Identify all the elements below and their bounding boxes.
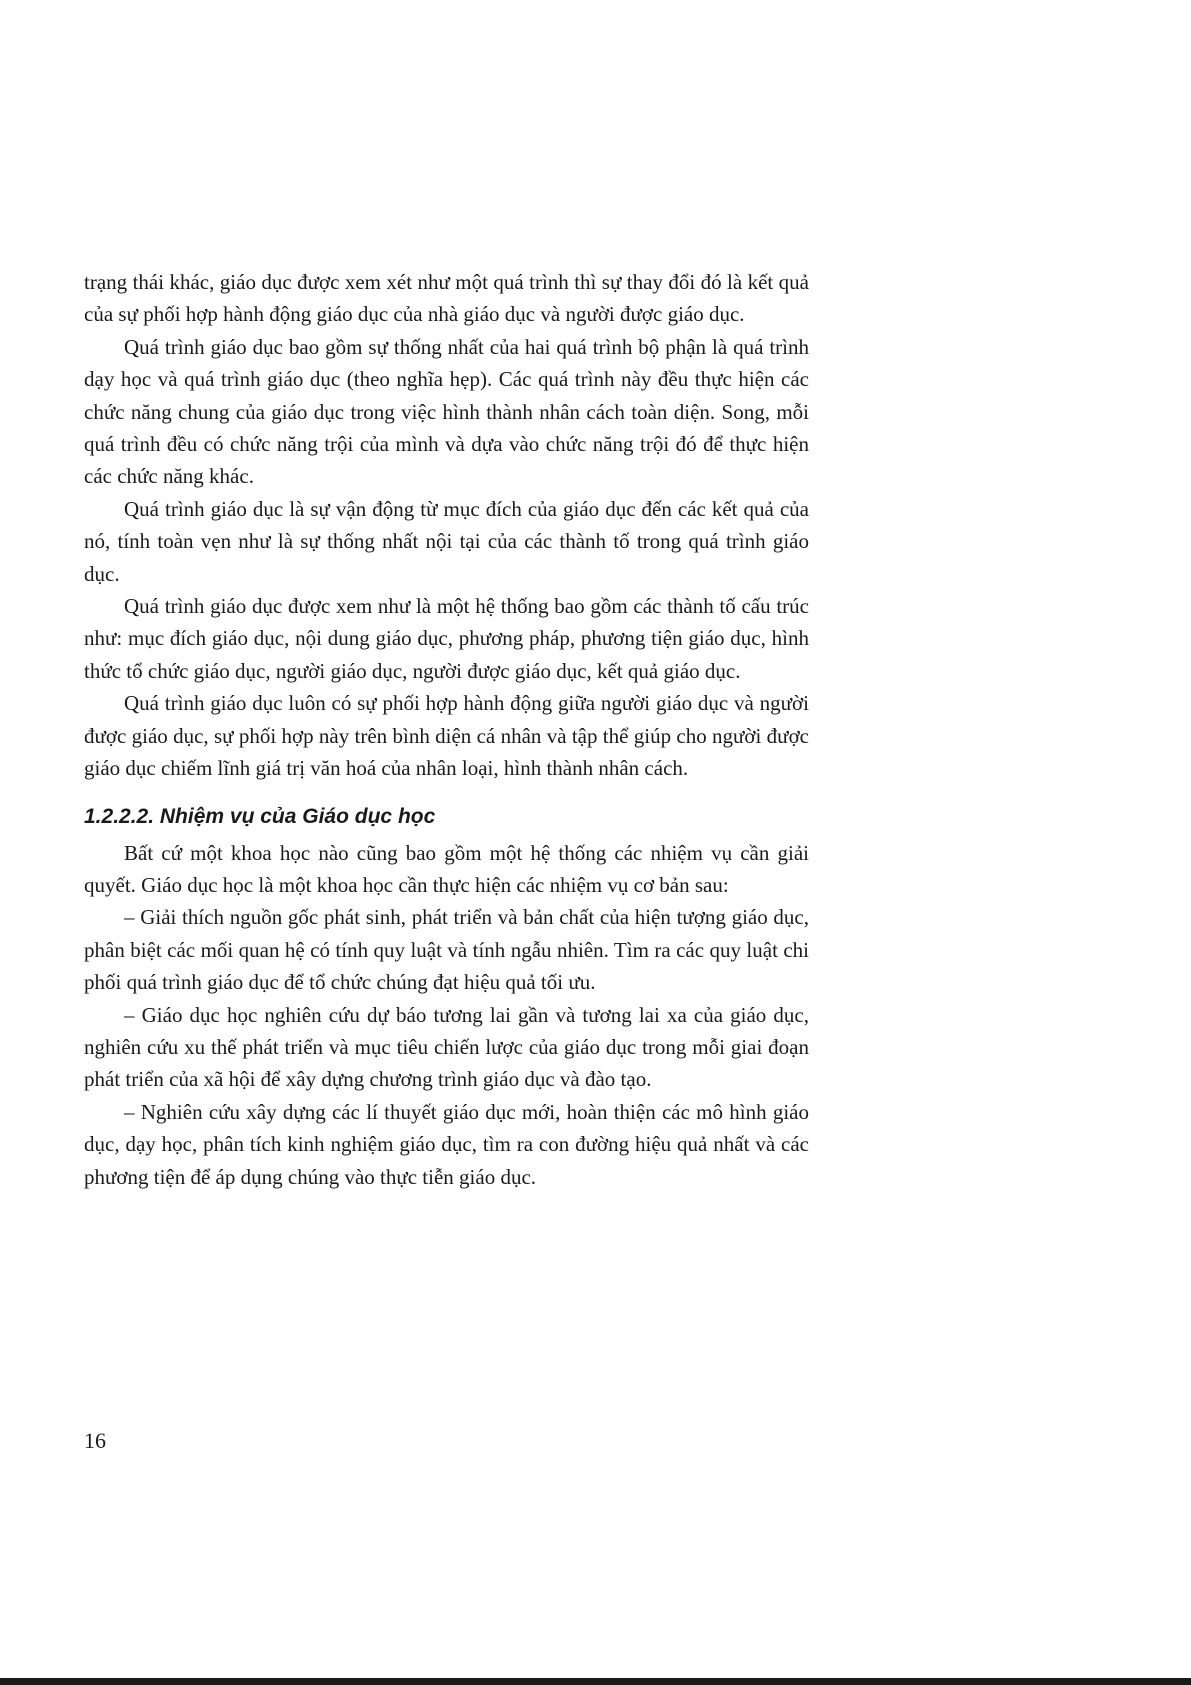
list-item-task-forecast: – Giáo dục học nghiên cứu dự báo tương lai gần và tương lai xa của giáo dục, nghiên cứu xu thế phát triển và mục tiêu chiến lược của giáo dục trong mỗi giai đoạn phát triển của xã hội để xây dựng chương trình giáo dục và đào tạo. [84,1002,809,1092]
page-body [84,266,809,1193]
page-number: 16 [84,1428,106,1453]
paragraph-continuation: trạng thái khác, giáo dục được xem xét như một quá trình thì sự thay đổi đó là kết quả của sự phối hợp hành động giáo dục của nhà giáo dục và người được giáo dục. [84,270,809,327]
section-heading: 1.2.2.2. Nhiệm vụ của Giáo dục học [84,804,436,828]
list-item-task-build-theory: – Nghiên cứu xây dựng các lí thuyết giáo dục mới, hoàn thiện các mô hình giáo dục, dạy học, phân tích kinh nghiệm giáo dục, tìm ra con đường hiệu quả nhất và các phương tiện để áp dụng chúng vào thực tiễn giáo dục. [84,1099,809,1189]
paragraph-education-process-system: Quá trình giáo dục được xem như là một hệ thống bao gồm các thành tố cấu trúc như: mục đích giáo dục, nội dung giáo dục, phương pháp, phương tiện giáo dục, hình thức tổ chức giáo dục, người giáo dục, người được giáo dục, kết quả giáo dục. [84,594,809,683]
list-item-task-explain-origin: – Giải thích nguồn gốc phát sinh, phát triển và bản chất của hiện tượng giáo dục, phân biệt các mối quan hệ có tính quy luật và tính ngẫu nhiên. Tìm ra các quy luật chi phối quá trình giáo dục để tổ chức chúng đạt hiệu quả tối ưu. [84,905,809,995]
scan-edge-line [0,1678,1191,1685]
paragraph-education-process-coordination: Quá trình giáo dục luôn có sự phối hợp hành động giữa người giáo dục và người được giáo dục, sự phối hợp này trên bình diện cá nhân và tập thể giúp cho người được giáo dục chiếm lĩnh giá trị văn hoá của nhân loại, hình thành nhân cách. [84,691,809,781]
paragraph-education-process-movement: Quá trình giáo dục là sự vận động từ mục đích của giáo dục đến các kết quả của nó, tính toàn vẹn như là sự thống nhất nội tại của các thành tố trong quá trình giáo dục. [84,496,809,586]
paragraph-education-process-components: Quá trình giáo dục bao gồm sự thống nhất của hai quá trình bộ phận là quá trình dạy học và quá trình giáo dục (theo nghĩa hẹp). Các quá trình này đều thực hiện các chức năng chung của giáo dục trong việc hình thành nhân cách toàn diện. Song, mỗi quá trình đều có chức năng trội của mình và dựa vào chức năng trội đó để thực hiện các chức năng khác. [84,334,809,489]
paragraph-tasks-intro: Bất cứ một khoa học nào cũng bao gồm một hệ thống các nhiệm vụ cần giải quyết. Giáo dục học là một khoa học cần thực hiện các nhiệm vụ cơ bản sau: [84,840,809,897]
